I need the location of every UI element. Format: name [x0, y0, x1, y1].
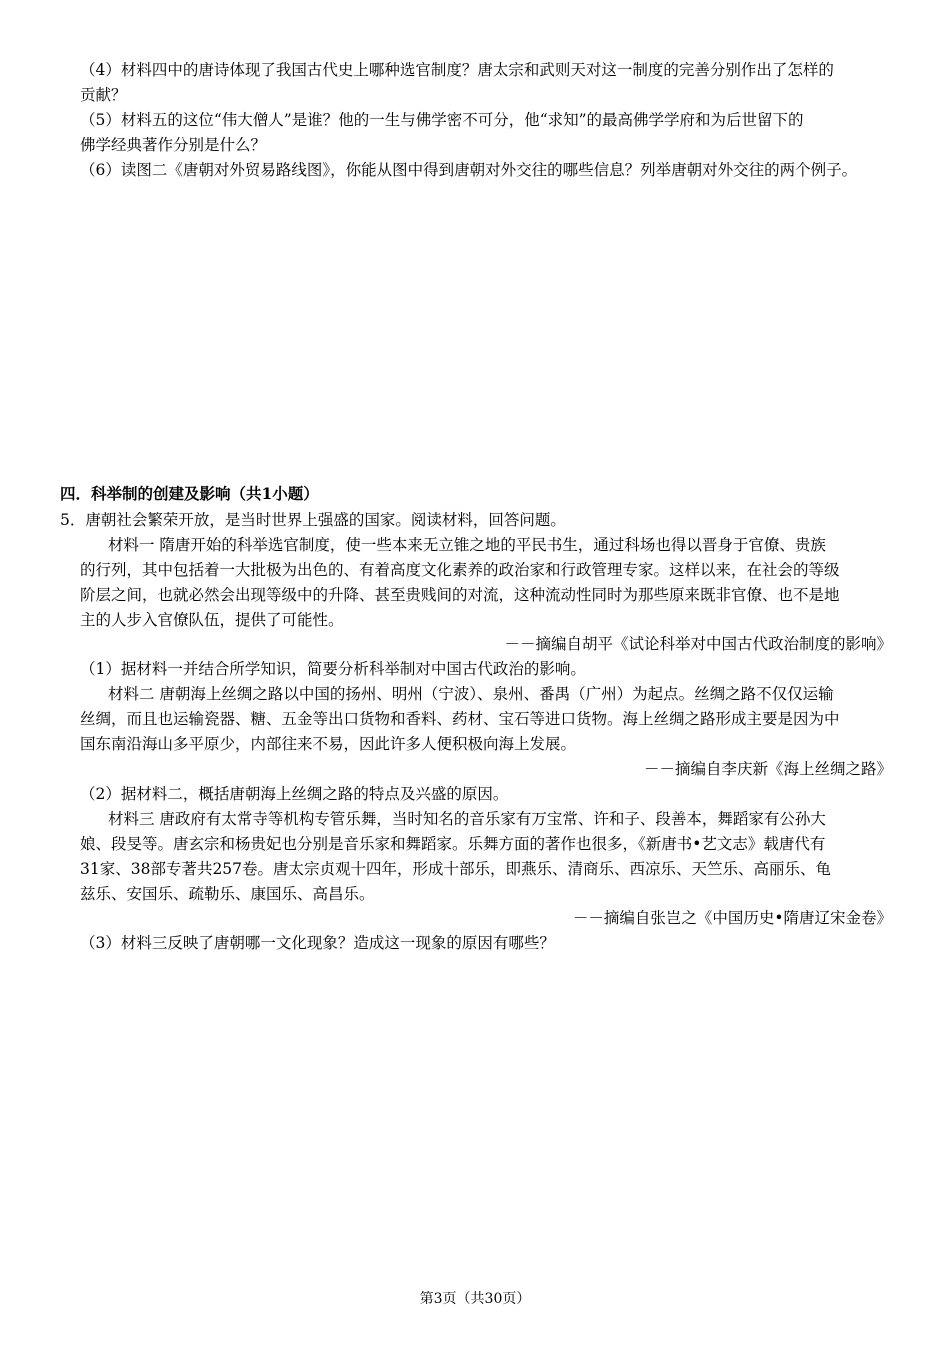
material-3-line4: 兹乐、安国乐、疏勒乐、康国乐、高昌乐。 [80, 885, 375, 903]
section-heading: 四．科举制的创建及影响（共1小题） [60, 484, 319, 503]
material-2-source: －－摘编自李庆新《海上丝绸之路》 [643, 760, 892, 778]
item5-line1: （5）材料五的这位“伟大僧人”是谁？他的一生与佛学密不可分，他“求知”的最高佛学学府和为后世留下的 [80, 111, 804, 129]
item5-line2: 佛学经典著作分别是什么？ [80, 136, 267, 154]
material-1-line4: 主的人步入官僚队伍，提供了可能性。 [80, 611, 344, 629]
question-5-3: （3）材料三反映了唐朝哪一文化现象？造成这一现象的原因有哪些？ [80, 934, 555, 952]
question-5-2: （2）据材料二，概括唐朝海上丝绸之路的特点及兴盛的原因。 [80, 785, 509, 803]
material-3-line2: 娘、段旻等。唐玄宗和杨贵妃也分别是音乐家和舞蹈家。乐舞方面的著作也很多，《新唐书•艺文志》载唐代有 [80, 835, 826, 853]
question-5-1: （1）据材料一并结合所学知识，简要分析科举制对中国古代政治的影响。 [80, 660, 586, 678]
item6-line1: （6）读图二《唐朝对外贸易路线图》，你能从图中得到唐朝对外交往的哪些信息？列举唐朝对外交往的两个例子。 [80, 161, 858, 179]
page-footer: 第3页（共30页） [419, 1291, 531, 1307]
material-1-line1: 材料一 隋唐开始的科举选官制度，使一些本来无立锥之地的平民书生，通过科场也得以晋身于官僚、贵族 [108, 536, 826, 554]
material-3-source: －－摘编自张岂之《中国历史•隋唐辽宋金卷》 [572, 909, 892, 927]
material-3-line1: 材料三 唐政府有太常寺等机构专管乐舞，当时知名的音乐家有万宝常、许和子、段善本，舞蹈家有公孙大 [108, 810, 826, 828]
material-1-source: －－摘编自胡平《试论科举对中国古代政治制度的影响》 [504, 635, 892, 653]
item4-line1: （4）材料四中的唐诗体现了我国古代史上哪种选官制度？唐太宗和武则天对这一制度的完善分别作出了怎样的 [80, 61, 834, 79]
material-2-line2: 丝绸，而且也运输瓷器、糖、五金等出口货物和香料、药材、宝石等进口货物。海上丝绸之路形成主要是因为中 [80, 710, 840, 728]
material-2-line3: 国东南沿海山多平原少，内部往来不易，因此许多人便积极向海上发展。 [80, 735, 577, 753]
material-1-line3: 阶层之间，也就必然会出现等级中的升降、甚至贵贱间的对流，这种流动性同时为那些原来既非官僚、也不是地 [80, 586, 840, 604]
item4-line2: 贡献？ [80, 86, 127, 104]
material-3-line3: 31家、38部专著共257卷。唐太宗贞观十四年，形成十部乐，即燕乐、清商乐、西凉乐、天竺乐、高丽乐、龟 [80, 860, 832, 878]
material-1-line2: 的行列，其中包括着一大批极为出色的、有着高度文化素养的政治家和行政管理专家。这样以来，在社会的等级 [80, 561, 840, 579]
question-5-intro: 5．唐朝社会繁荣开放，是当时世界上强盛的国家。阅读材料，回答问题。 [60, 511, 566, 529]
material-2-line1: 材料二 唐朝海上丝绸之路以中国的扬州、明州（宁波）、泉州、番禺（广州）为起点。丝绸之路不仅仅运输 [108, 685, 834, 703]
